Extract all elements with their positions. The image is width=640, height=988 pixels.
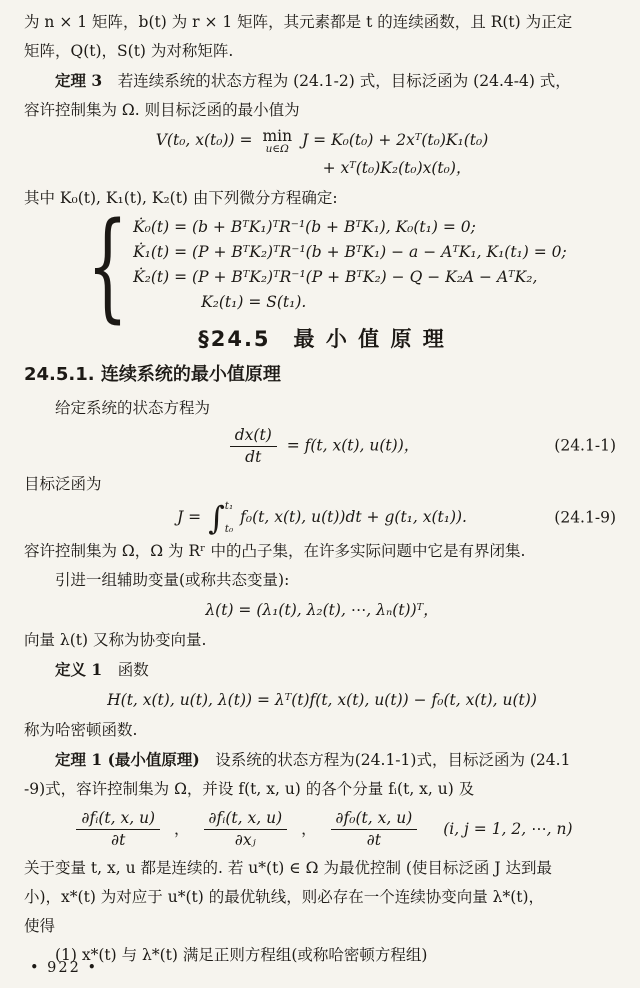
hamiltonian-eq-text: H(t, x(t), u(t), λ(t)) = λᵀ(t)f(t, x(t), u(t)) − f₀(t, x(t), u(t)) (107, 690, 537, 709)
partial-derivatives-row (24, 806, 620, 852)
min-word: min (262, 126, 293, 145)
min-operator (262, 128, 292, 155)
state-eq-fraction (230, 425, 277, 468)
value-eq-line-2 (24, 155, 620, 182)
theorem1-line-2: -9)式，容许控制集为 Ω，并设 f(t, x, u) 的各个分量 fᵢ(t, x, u) 及 (24, 779, 475, 798)
theorem3-text: 若连续系统的状态方程为 (24.1-2) 式，目标泛函为 (24.4-4) 式， (102, 72, 571, 90)
partial-fraction-2 (204, 808, 288, 851)
where-line: 其中 K₀(t), K₁(t), K₂(t) 由下列微分方程确定: (24, 188, 338, 207)
integral-lower-limit: t₀ (224, 522, 234, 535)
state-eq-denominator: dt (245, 447, 262, 466)
partial3-numerator: ∂f₀(t, x, u) (331, 808, 418, 830)
partial-fraction-1 (76, 808, 160, 851)
theorem3-label: 定理 3 (55, 71, 103, 90)
cost-eq-number: (24.1-9) (554, 508, 616, 526)
value-eq-lhs: V(t₀, x(t₀)) = (155, 131, 253, 149)
section-title: §24.5 最 小 值 原 理 (198, 326, 446, 351)
cost-eq-rhs: f₀(t, x(t), u(t))dt + g(t₁, x(t₁)). (240, 507, 467, 526)
integral-glyph: ∫ (208, 498, 225, 537)
left-brace: { (86, 195, 129, 334)
continuity-line-3: 使得 (24, 916, 56, 935)
continuity-line-2: 小)，x*(t) 为对应于 u*(t) 的最优轨线，则必存在一个连续协变向量 λ*(t)， (24, 887, 545, 906)
intro-paragraph-line-1: 为 n × 1 矩阵，b(t) 为 r × 1 矩阵，其元素都是 t 的连续函数，且 R(t) 为正定 (24, 13, 573, 31)
partial2-denominator: ∂xⱼ (234, 831, 256, 849)
state-eq-number: (24.1-1) (554, 436, 616, 455)
covector-line: 向量 λ(t) 又称为协变向量. (24, 630, 207, 649)
partial3-denominator: ∂t (366, 831, 381, 849)
ode-line-4: K₂(t₁) = S(t₁). (201, 292, 307, 311)
definition1-text: 函数 (102, 660, 149, 679)
partial1-numerator: ∂fᵢ(t, x, u) (76, 808, 160, 830)
definition1-line (24, 655, 620, 685)
integral-limits (225, 501, 233, 535)
item1-line: (1) x*(t) 与 λ*(t) 满足正则方程组(或称哈密顿方程组) (24, 945, 428, 964)
equation-hamiltonian (24, 687, 620, 714)
min-subscript: u∈Ω (265, 142, 289, 155)
value-eq-rhs-1: J = K₀(t₀) + 2xᵀ(t₀)K₁(t₀) (302, 131, 489, 149)
aux-variables-line: 引进一组辅助变量(或称共态变量): (24, 570, 290, 589)
theorem1-label: 定理 1 (最小值原理) (55, 749, 200, 769)
lambda-eq-text: λ(t) = (λ₁(t), λ₂(t), ⋯, λₙ(t))ᵀ， (205, 600, 439, 619)
state-eq-numerator: dx(t) (230, 425, 277, 447)
equation-cost (24, 498, 620, 537)
ode-line-1: K̇₀(t) = (b + BᵀK₁)ᵀR⁻¹(b + BᵀK₁), K₀(t₁) = 0; (133, 217, 476, 236)
index-condition: (i, j = 1, 2, ⋯, n) (443, 819, 573, 838)
given-line: 给定系统的状态方程为 (55, 398, 211, 417)
equation-value-function (24, 127, 620, 182)
equation-lambda (24, 597, 620, 624)
partial-fraction-3 (331, 808, 418, 851)
ode-lines (133, 215, 567, 315)
theorem1-line-1 (24, 745, 620, 775)
value-eq-rhs-2: + xᵀ(t₀)K₂(t₀)x(t₀)， (322, 158, 472, 177)
integral-upper-limit: t₁ (224, 499, 234, 512)
partial-separator-2: ， (301, 819, 317, 838)
integral-sign (208, 498, 234, 537)
intro-paragraph-line-2: 矩阵，Q(t)，S(t) 为对称矩阵. (24, 42, 234, 60)
page-number: • 922 • (30, 960, 98, 976)
theorem3-line-2: 容许控制集为 Ω. 则目标泛函的最小值为 (24, 101, 300, 119)
state-eq-rhs: = f(t, x(t), u(t))， (286, 436, 420, 454)
cost-intro-line: 目标泛函为 (24, 474, 102, 493)
hamiltonian-name-line: 称为哈密顿函数. (24, 720, 138, 739)
value-eq-line-1 (24, 127, 620, 155)
subsection-title: 24.5.1. 连续系统的最小值原理 (24, 363, 281, 385)
omega-line: 容许控制集为 Ω，Ω 为 Rʳ 中的凸子集，在许多实际问题中它是有界闭集. (24, 541, 526, 560)
partial2-numerator: ∂fᵢ(t, x, u) (204, 808, 288, 830)
definition1-label: 定义 1 (55, 659, 103, 679)
theorem3-line-1 (24, 66, 620, 96)
cost-eq-lhs: J = (177, 507, 202, 526)
partial1-denominator: ∂t (111, 831, 126, 849)
theorem1-text: 设系统的状态方程为(24.1-1)式，目标泛函为 (24.1 (199, 750, 571, 769)
partial-separator-1: ， (174, 819, 190, 838)
ode-line-3: K̇₂(t) = (P + BᵀK₂)ᵀR⁻¹(P + BᵀK₂) − Q − K₂A − AᵀK₂, (133, 267, 538, 286)
equation-state (24, 425, 620, 468)
continuity-line-1: 关于变量 t, x, u 都是连续的. 若 u*(t) ∈ Ω 为最优控制 (使目标泛函 J 达到最 (24, 858, 553, 877)
ode-line-2: K̇₁(t) = (P + BᵀK₂)ᵀR⁻¹(b + BᵀK₁) − a − AᵀK₁, K₁(t₁) = 0; (133, 242, 567, 261)
